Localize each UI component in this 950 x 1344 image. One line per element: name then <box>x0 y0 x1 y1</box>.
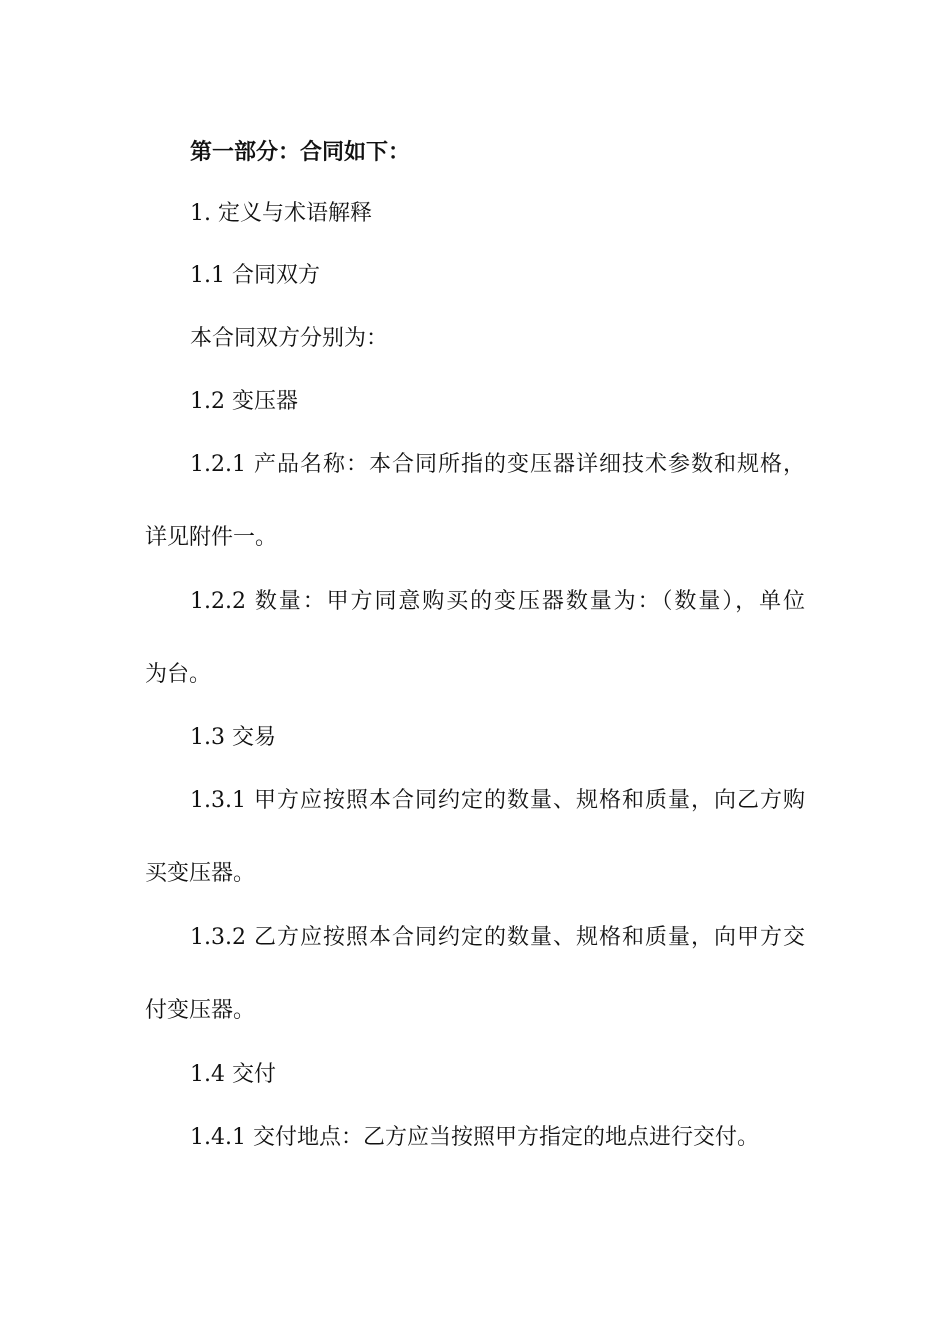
clause-1-3-1-line-2: 买变压器。 <box>145 861 256 886</box>
clause-1-4-title: 1.4 交付 <box>190 1062 276 1087</box>
clause-1-3-title: 1.3 交易 <box>190 725 276 750</box>
section-heading: 第一部分：合同如下： <box>190 140 411 165</box>
clause-1-2-2-line-2: 为台。 <box>145 662 212 687</box>
clause-1-3-2-line-1: 1.3.2 乙方应按照本合同约定的数量、规格和质量，向甲方交 <box>190 925 805 950</box>
clause-1-1-title: 1.1 合同双方 <box>190 263 320 288</box>
clause-1-3-1-line-1: 1.3.1 甲方应按照本合同约定的数量、规格和质量，向乙方购 <box>190 788 805 813</box>
clause-1-1-text: 本合同双方分别为： <box>190 326 389 351</box>
clause-1-4-1-text: 1.4.1 交付地点：乙方应当按照甲方指定的地点进行交付。 <box>190 1125 759 1150</box>
clause-1-2-title: 1.2 变压器 <box>190 389 298 414</box>
clause-1-title: 1. 定义与术语解释 <box>190 201 372 226</box>
clause-1-2-1-line-2: 详见附件一。 <box>145 525 278 550</box>
clause-1-3-2-line-2: 付变压器。 <box>145 998 256 1023</box>
clause-1-2-1-line-1: 1.2.1 产品名称：本合同所指的变压器详细技术参数和规格， <box>190 452 805 477</box>
clause-1-2-2-line-1: 1.2.2 数量：甲方同意购买的变压器数量为：（数量），单位 <box>190 589 805 614</box>
